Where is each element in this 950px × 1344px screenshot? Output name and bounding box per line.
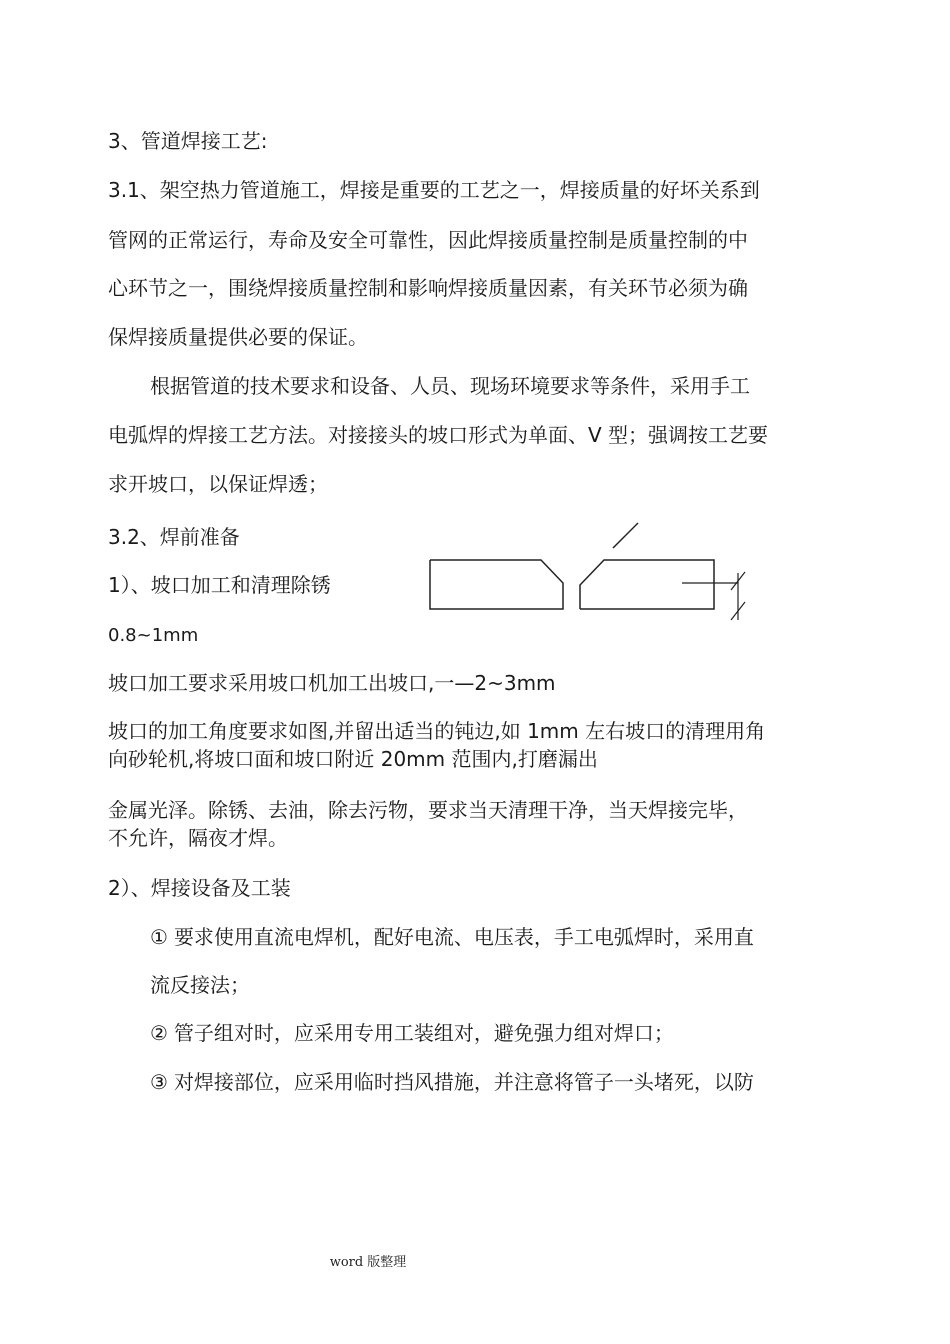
groove-requirement-line-2: 坡口的加工角度要求如图,并留出适当的钝边,如 1mm 左右坡口的清理用角 bbox=[108, 719, 766, 743]
equipment-item-1 bbox=[150, 924, 754, 950]
groove-requirement-line-3: 向砂轮机,将坡口面和坡口附近 20mm 范围内,打磨漏出 bbox=[108, 747, 598, 771]
page-footer: word 版整理 bbox=[329, 1255, 407, 1270]
groove-requirement-line-1: 坡口加工要求采用坡口机加工出坡口,一—2~3mm bbox=[108, 671, 556, 695]
item-1-heading: 1）、坡口加工和清理除锈 bbox=[108, 573, 331, 597]
welding-method-line-3: 求开坡口，以保证焊透； bbox=[108, 472, 328, 496]
equipment-item-1-continued bbox=[150, 972, 250, 998]
equipment-item-2 bbox=[150, 1020, 674, 1046]
blunt-edge-range: 0.8~1mm bbox=[108, 625, 199, 646]
item-text: 流反接法； bbox=[150, 973, 250, 997]
item-number: ① bbox=[150, 925, 168, 949]
equipment-item-3 bbox=[150, 1069, 754, 1095]
right-plate-outline bbox=[580, 560, 714, 609]
bevel-angle-line bbox=[613, 523, 638, 548]
section-3-1-line-2: 管网的正常运行，寿命及安全可靠性，因此焊接质量控制是质量控制的中 bbox=[108, 228, 748, 252]
cleaning-line-1: 金属光泽。除锈、去油，除去污物，要求当天清理干净，当天焊接完毕， bbox=[108, 798, 748, 822]
section-3-heading: 3、管道焊接工艺: bbox=[108, 129, 268, 153]
item-text: 要求使用直流电焊机，配好电流、电压表，手工电弧焊时，采用直 bbox=[173, 925, 754, 949]
welding-method-line-1: 根据管道的技术要求和设备、人员、现场环境要求等条件，采用手工 bbox=[150, 374, 750, 398]
item-text: 对焊接部位，应采用临时挡风措施，并注意将管子一头堵死，以防 bbox=[173, 1070, 754, 1094]
welding-method-line-2: 电弧焊的焊接工艺方法。对接接头的坡口形式为单面、V 型；强调按工艺要 bbox=[108, 423, 769, 447]
item-2-heading: 2）、焊接设备及工装 bbox=[108, 876, 291, 900]
item-number: ③ bbox=[150, 1070, 168, 1094]
section-3-2-heading: 3.2、焊前准备 bbox=[108, 525, 240, 549]
section-3-1-line-1: 3.1、架空热力管道施工，焊接是重要的工艺之一，焊接质量的好坏关系到 bbox=[108, 178, 760, 202]
item-text: 管子组对时，应采用专用工装组对，避免强力组对焊口； bbox=[173, 1021, 674, 1045]
cleaning-line-2: 不允许，隔夜才焊。 bbox=[108, 826, 288, 850]
right-plate-shape bbox=[580, 560, 714, 609]
section-3-1-line-4: 保焊接质量提供必要的保证。 bbox=[108, 325, 368, 349]
section-3-1-line-3: 心环节之一，围绕焊接质量控制和影响焊接质量因素，有关环节必须为确 bbox=[108, 276, 748, 300]
groove-diagram bbox=[420, 515, 760, 630]
item-number: ② bbox=[150, 1021, 168, 1045]
left-plate-outline bbox=[430, 560, 563, 609]
